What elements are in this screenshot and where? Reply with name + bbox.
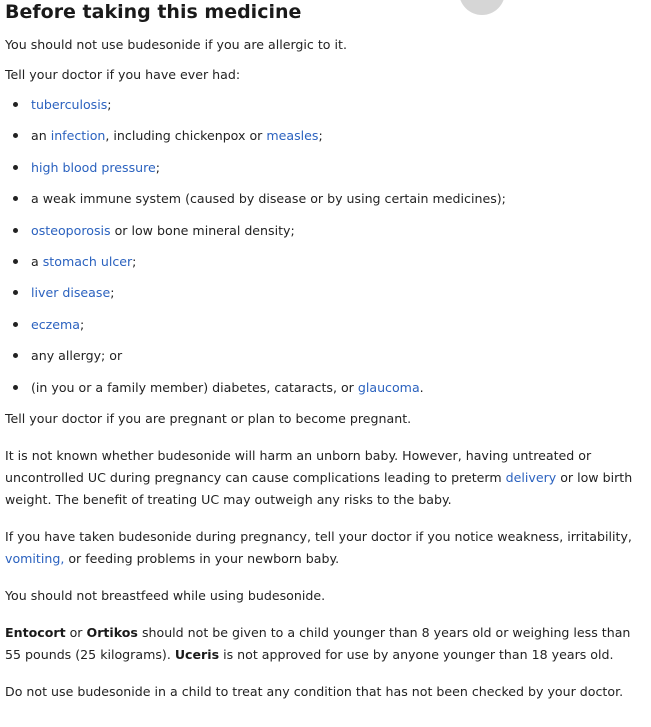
pregnancy-note: Tell your doctor if you are pregnant or plan to become pregnant. bbox=[5, 410, 412, 426]
condition-list bbox=[5, 94, 646, 408]
list-item: liver disease; bbox=[5, 282, 646, 313]
unborn-baby-paragraph: It is not known whether budesonide will harm an unborn baby. However, having untreated or uncontrolled UC during pregnancy can cause complications leading to preterm delivery or low birth weight. The benefit of treating UC may outweigh any risks to the baby. bbox=[5, 447, 633, 507]
breastfeeding-note: You should not breastfeed while using budesonide. bbox=[5, 587, 326, 603]
brand-ortikos: Ortikos bbox=[86, 624, 138, 640]
allergy-warning: You should not use budesonide if you are allergic to it. bbox=[5, 37, 347, 52]
brand-entocort: Entocort bbox=[5, 624, 66, 640]
list-item: an infection, including chickenpox or measles; bbox=[5, 125, 646, 156]
newborn-paragraph: If you have taken budesonide during pregnancy, tell your doctor if you notice weakness, irritability, vomiting, or feeding problems in your newborn baby. bbox=[5, 528, 632, 566]
list-item: tuberculosis; bbox=[5, 94, 646, 125]
link-tuberculosis[interactable]: tuberculosis bbox=[31, 97, 108, 112]
link-vomiting[interactable]: vomiting, bbox=[5, 550, 65, 566]
tell-doctor-intro: Tell your doctor if you have ever had: bbox=[5, 67, 241, 82]
list-item: a stomach ulcer; bbox=[5, 251, 646, 282]
list-item: a weak immune system (caused by disease or by using certain medicines); bbox=[5, 188, 646, 219]
link-glaucoma[interactable]: glaucoma bbox=[357, 379, 420, 395]
link-liver-disease[interactable]: liver disease bbox=[31, 285, 111, 301]
children-paragraph: Entocort or Ortikos should not be given to a child younger than 8 years old or weighing less than 55 pounds (25 kilograms). Uceris is not approved for use by anyone younger than 18 years old. bbox=[5, 624, 631, 662]
link-high-blood-pressure[interactable]: high blood pressure bbox=[31, 159, 156, 175]
child-use-warning: Do not use budesonide in a child to treat any condition that has not been checked by your doctor. bbox=[5, 683, 624, 699]
brand-uceris: Uceris bbox=[174, 646, 220, 662]
section-heading: Before taking this medicine bbox=[5, 1, 302, 23]
list-item: osteoporosis or low bone mineral density; bbox=[5, 220, 646, 251]
list-item: eczema; bbox=[5, 314, 646, 345]
link-measles[interactable]: measles bbox=[266, 128, 319, 144]
link-infection[interactable]: infection bbox=[50, 128, 106, 144]
link-osteoporosis[interactable]: osteoporosis bbox=[31, 222, 111, 238]
link-stomach-ulcer[interactable]: stomach ulcer bbox=[42, 253, 133, 269]
link-eczema[interactable]: eczema bbox=[31, 316, 81, 332]
link-delivery[interactable]: delivery bbox=[505, 469, 557, 485]
article-section bbox=[5, 0, 646, 703]
list-item: (in you or a family member) diabetes, cataracts, or glaucoma. bbox=[5, 377, 646, 408]
list-item: high blood pressure; bbox=[5, 157, 646, 188]
list-item: any allergy; or bbox=[5, 345, 646, 376]
